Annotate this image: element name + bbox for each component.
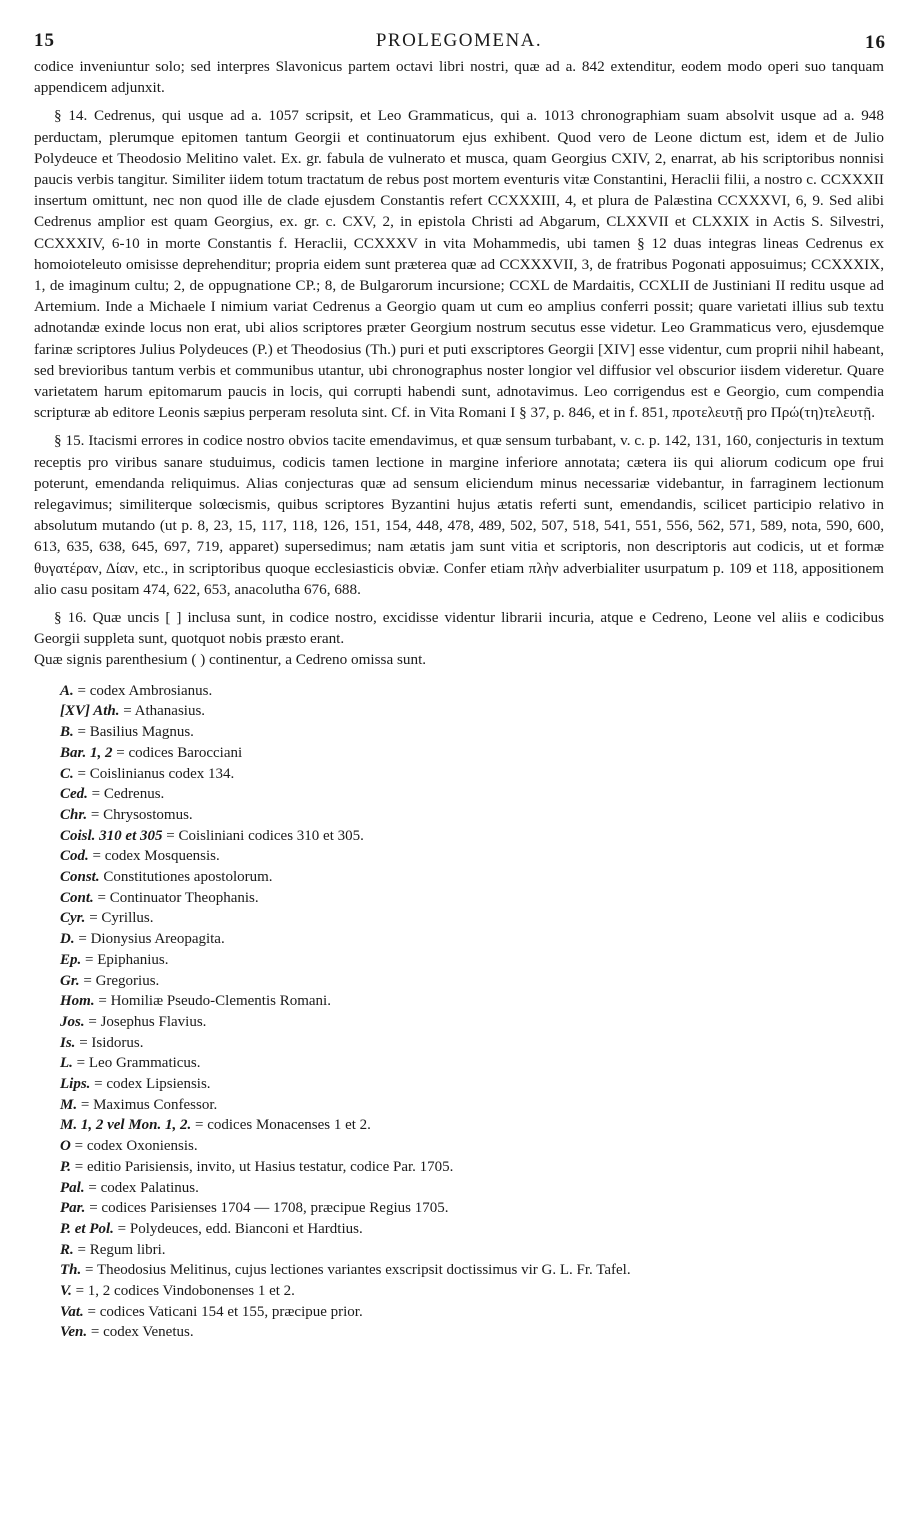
abbreviation-entry [60,1302,884,1323]
abbreviation-entry [60,971,884,992]
abbreviation-key: R. [60,1241,74,1258]
abbreviation-separator: = [97,889,106,906]
abbreviation-entry [60,888,884,909]
abbreviation-entry [60,784,884,805]
abbreviation-separator: = [98,993,107,1010]
abbreviation-value: Regum libri. [89,1241,166,1258]
abbreviation-key: M. [60,1096,78,1113]
abbreviation-key: Gr. [60,972,80,989]
abbreviation-separator: = [88,1179,97,1196]
abbreviation-entry [60,846,884,867]
abbreviation-value: Dionysius Areopagita. [90,931,225,948]
running-header [34,30,884,56]
abbreviation-value: codex Ambrosianus. [89,682,213,699]
abbreviation-separator: = [85,951,94,968]
abbreviation-entry [60,701,884,722]
abbreviation-separator: = [74,1138,84,1155]
abbreviation-entry [60,1198,884,1219]
abbreviation-key: M. 1, 2 vel Mon. 1, 2. [60,1117,192,1134]
abbreviation-value: Isidorus. [91,1034,144,1051]
abbreviation-entry [60,1240,884,1261]
abbreviation-separator: = [77,724,86,741]
abbreviation-separator: = [77,682,86,699]
abbreviation-value: editio Parisiensis, invito, ut Hasius testatur, codice Par. 1705. [86,1158,454,1175]
abbreviation-key: Const. [60,869,100,886]
abbreviation-key: Jos. [60,1013,85,1030]
abbreviation-key: Coisl. 310 et 305 [60,827,163,844]
abbreviation-separator: = [83,972,92,989]
abbreviation-separator: = [92,848,101,865]
paragraph-continuation: codice inveniuntur solo; sed interpres Slavonicus partem octavi libri nostri, quæ ad a. 842 extenditur, eodem modo operi suo tanquam appendicem adjunxit. [34,58,884,97]
abbreviation-key: Bar. 1, 2 [60,744,113,761]
abbreviation-separator: = [75,1283,85,1300]
abbreviation-separator: = [74,1158,84,1175]
abbreviation-entry [60,867,884,888]
abbreviation-value: Coislinianus codex 134. [89,765,235,782]
abbreviation-value: Theodosius Melitinus, cujus lectiones variantes exscripsit doctissimus vir G. L. Fr. Tafel. [96,1262,631,1279]
abbreviation-value: codices Parisienses 1704 — 1708, præcipue Regius 1705. [101,1200,449,1217]
abbreviation-separator: = [85,1262,94,1279]
abbreviation-entry [60,929,884,950]
abbreviation-key: A. [60,682,74,699]
abbreviation-key: Is. [60,1034,76,1051]
abbreviation-separator: = [94,1076,103,1093]
abbreviation-entry [60,743,884,764]
abbreviation-separator: = [77,765,86,782]
abbreviation-key: Hom. [60,993,95,1010]
abbreviation-separator: = [166,827,175,844]
abbreviation-separator: = [78,931,87,948]
abbreviation-key: Cyr. [60,910,86,927]
abbreviation-entry [60,1033,884,1054]
abbreviation-entry [60,1053,884,1074]
abbreviation-key: Th. [60,1262,82,1279]
abbreviation-separator: = [116,744,125,761]
abbreviation-value: Homiliæ Pseudo-Clementis Romani. [110,993,331,1010]
abbreviation-separator: = [91,786,101,803]
abbreviation-key: Vat. [60,1303,84,1320]
abbreviation-entry [60,826,884,847]
abbreviation-key: O [60,1138,71,1155]
abbreviation-value: Epiphanius. [97,951,169,968]
paragraph-section-16: § 16. Quæ uncis [ ] inclusa sunt, in codice nostro, excidisse videntur librarii incuria, atque e Cedreno, Leone vel aliis e codicibus Georgii suppleta sunt, quotquot nobis præsto erant. [34,609,884,648]
abbreviation-separator: = [89,910,98,927]
abbreviation-key: Pal. [60,1179,85,1196]
abbreviation-key: Lips. [60,1076,91,1093]
abbreviation-key: Ven. [60,1324,88,1341]
abbreviation-key: B. [60,724,74,741]
abbreviation-entry [60,991,884,1012]
abbreviation-value: codex Venetus. [103,1324,194,1341]
page [34,30,884,1343]
abbreviation-entry [60,1012,884,1033]
abbreviation-value: Basilius Magnus. [89,724,194,741]
abbreviation-key: D. [60,931,75,948]
abbreviation-value: Cedrenus. [103,786,165,803]
abbreviation-value: codex Oxoniensis. [86,1138,198,1155]
abbreviation-key: Ced. [60,786,88,803]
abbreviation-value: codex Lipsiensis. [106,1076,211,1093]
abbreviation-entry [60,1157,884,1178]
abbreviation-value: Leo Grammaticus. [88,1055,201,1072]
abbreviation-entry [60,1074,884,1095]
paragraph-section-14: § 14. Cedrenus, qui usque ad a. 1057 scripsit, et Leo Grammaticus, qui a. 1013 chronographiam suam absolvit usque ad a. 948 perductam, plerumque epitomen tantum Georgii et continuatorum ejus exhibent. Quod vero de Leone dictum est, idem et de Julio Polydeuce et Theodosio Melitino valet. Ex. gr. fabula de vulnerato et musca, quam Georgius CXIV, 2, enarrat, ab his scriptoribus nonnisi paucis verbis tangitur. Similiter iidem totum tractatum de rebus post mortem eventuris vitæ Constantini, Heraclii filii, a nostro c. CCXXXII insertum omittunt, nec non quod ille de clade ejusdem Constantis refert CCXXXIII, 4, et plura de Palæstina CCXXXVI, 6, 9. Sed alibi Cedrenus amplior est quam Georgius, ex. gr. c. CXV, 2, in epistola Christi ad Abgarum, CLXXVII et CLXXIX in Actis S. Silvestri, CCXXXIV, 6-10 in morte Constantis f. Heraclii, CCXXXV in vita Mohammedis, ubi tamen § 12 duas integras lineas Cedrenus ex homoioteleuto omisisse deprehenditur; propria eidem sunt præterea quæ ad CCXXXVII, 3, de fratribus Pogonati apposuimus; CCXXXIX, 1, de imaginum cultu; 2, de oppugnatione CP.; 8, de Bulgarorum incursione; CCXL de Mardaitis, CCXLII de Justiniani II reditu usque ad Artemium. Inde a Michaele I nimium variat Cedrenus a Georgio quam ut cum eo amplius conferri possit; quare varietati illius sub textu adnotandæ exinde locus non erat, ubi alios scriptores præter Georgium nostrum secutus esse videtur. Leo Grammaticus vero, ejusdemque farinæ scriptores Julius Polydeuces (P.) et Theodosius (Th.) puri et puti exscriptores Georgii [XIV] esse videntur, cum proprii nihil habeant, sed brevioribus tantum verbis et communibus utantur, ubi chronographus noster longior vel diffusior vel obscurior iisdem videretur. Quare varietatem harum epitomarum paucis in locis, qui corrupti habendi sunt, adnotavimus. Leo corrigendus est e Georgio, cum compendia scripturæ ab editore Leonis sæpius perperam resoluta sint. Cf. in Vita Romani I § 37, p. 846, et in f. 851, προτελευτῇ pro Πρώ(τη)τελευτῇ. [34,107,884,422]
abbreviation-entry [60,1322,884,1343]
abbreviation-entry [60,1281,884,1302]
abbreviation-entry [60,1115,884,1136]
abbreviation-value: 1, 2 codices Vindobonenses 1 et 2. [87,1283,295,1300]
abbreviation-key: Cod. [60,848,89,865]
abbreviation-value: codices Vaticani 154 et 155, præcipue prior. [99,1303,363,1320]
abbreviation-separator: = [88,1013,97,1030]
abbreviation-value: Continuator Theophanis. [109,889,259,906]
abbreviation-key: P. [60,1158,71,1175]
abbreviation-separator: = [123,703,132,720]
abbreviation-separator: = [77,1241,86,1258]
abbreviation-value: Gregorius. [95,972,160,989]
abbreviation-entry [60,908,884,929]
abbreviation-key: V. [60,1283,72,1300]
abbreviation-entry [60,1095,884,1116]
page-title: PROLEGOMENA. [375,30,543,51]
abbreviation-entry [60,764,884,785]
abbreviation-separator: = [80,1096,90,1113]
page-number-right: 16 [865,32,886,53]
abbreviation-separator: = [76,1055,86,1072]
page-number-left: 15 [34,30,55,51]
abbreviation-separator: = [90,1324,100,1341]
abbreviation-separator: = [89,1200,98,1217]
abbreviation-key: [XV] Ath. [60,703,120,720]
abbreviation-entry [60,722,884,743]
abbreviation-value: Josephus Flavius. [100,1013,207,1030]
abbreviation-entry [60,1219,884,1240]
abbreviation-key: Ep. [60,951,82,968]
abbreviation-separator: = [117,1220,127,1237]
abbreviation-entry [60,1178,884,1199]
abbreviation-value: Athanasius. [134,703,206,720]
abbreviation-entry [60,1260,884,1281]
abbreviation-key: P. et Pol. [60,1220,114,1237]
abbreviation-value: Cyrillus. [101,910,154,927]
abbreviation-entry [60,805,884,826]
abbreviation-separator: = [79,1034,88,1051]
paragraph-parenthesis-note: Quæ signis parenthesium ( ) continentur, a Cedreno omissa sunt. [34,651,427,669]
paragraph-section-15: § 15. Itacismi errores in codice nostro obvios tacite emendavimus, et quæ sensum turbabant, v. c. p. 142, 131, 160, conjecturis in textum receptis pro viribus sanare studuimus, codicis tamen lectione in margine inferiore annotata; cætera iis qui aliorum codicum ope frui poterunt, emendanda reliquimus. Alias conjecturas quæ ad sensum eliciendum minus necessariæ videbantur, in farraginem lectionum relegavimus; similiterque solœcismis, quibus scriptores Byzantini hujus ætatis referti sunt, emendandis, scilicet participio relativo in absolutum mutando (ut p. 8, 23, 15, 117, 118, 126, 151, 154, 448, 478, 489, 502, 507, 518, 541, 551, 556, 562, 571, 589, nota, 590, 600, 613, 635, 638, 645, 697, 719, apparet) supersedimus; nam ætatis jam sunt vitia et scriptoris, non descriptoris aut codicis, ut et formæ θυγατέραν, Δίαν, etc., in scriptoribus quoque ecclesiasticis obviæ. Confer etiam πλὴν adverbialiter usurpatum p. 109 et 118, appositionem alio casu positam 474, 622, 653, anacolutha 676, 688. [34,432,884,598]
abbreviation-key: Chr. [60,806,88,823]
abbreviation-list [60,681,884,1344]
abbreviation-value: Constitutiones apostolorum. [103,869,273,886]
abbreviation-separator: = [90,806,100,823]
body-text [34,56,884,671]
abbreviation-separator: = [87,1303,96,1320]
abbreviation-separator: = [195,1117,204,1134]
abbreviation-value: Coisliniani codices 310 et 305. [178,827,364,844]
abbreviation-key: Cont. [60,889,94,906]
abbreviation-key: C. [60,765,74,782]
abbreviation-value: Chrysostomus. [103,806,193,823]
abbreviation-value: Polydeuces, edd. Bianconi et Hardtius. [129,1220,363,1237]
abbreviation-entry [60,681,884,702]
abbreviation-value: codices Monacenses 1 et 2. [207,1117,371,1134]
abbreviation-entry [60,1136,884,1157]
abbreviation-entry [60,950,884,971]
abbreviation-key: L. [60,1055,73,1072]
abbreviation-value: codices Barocciani [128,744,243,761]
abbreviation-value: Maximus Confessor. [93,1096,218,1113]
abbreviation-value: codex Palatinus. [100,1179,199,1196]
abbreviation-key: Par. [60,1200,86,1217]
abbreviation-value: codex Mosquensis. [104,848,220,865]
